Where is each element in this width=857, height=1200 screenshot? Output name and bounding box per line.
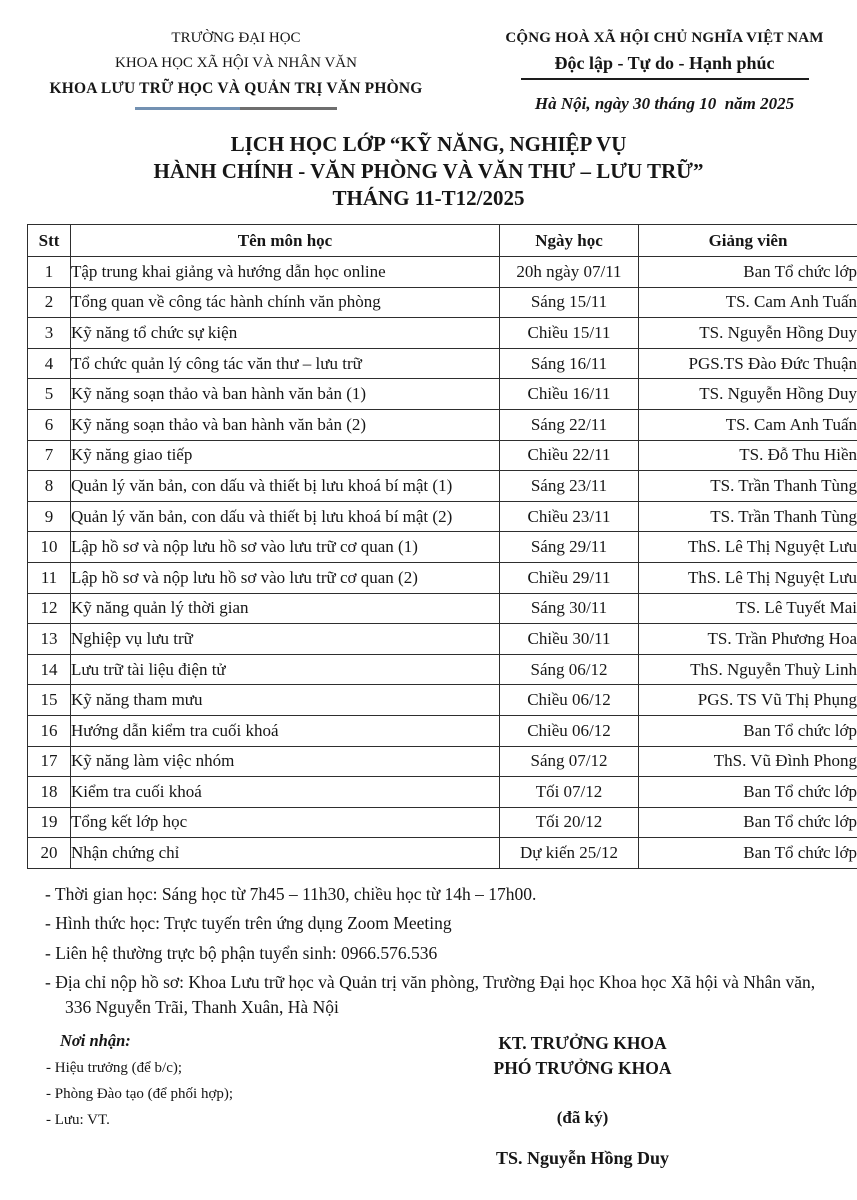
subject-name-cell: Kiểm tra cuối khoá: [71, 777, 500, 808]
subject-name-cell: Quản lý văn bản, con dấu và thiết bị lưu khoá bí mật (2): [71, 501, 500, 532]
lecturer-name-cell: Ban Tổ chức lớp: [639, 715, 857, 746]
table-row: [28, 838, 857, 869]
subject-name-cell: Tập trung khai giảng và hướng dẫn học online: [71, 257, 500, 288]
document-title: [0, 131, 857, 212]
subject-name-cell: Kỹ năng tổ chức sự kiện: [71, 318, 500, 349]
row-number-cell: 19: [28, 807, 71, 838]
row-number-cell: 17: [28, 746, 71, 777]
org-underline-decoration: [135, 107, 337, 110]
row-number-cell: 8: [28, 471, 71, 502]
document-header: [0, 26, 857, 114]
class-date-cell: Chiều 29/11: [500, 562, 639, 593]
table-row: [28, 562, 857, 593]
lecturer-name-cell: TS. Cam Anh Tuấn: [639, 409, 857, 440]
notes-section: [28, 882, 823, 1021]
title-line1: LỊCH HỌC LỚP “KỸ NĂNG, NGHIỆP VỤ: [230, 132, 627, 156]
recipients-block: [0, 1031, 368, 1169]
schedule-table-body: [28, 257, 857, 869]
subject-name-cell: Tổng kết lớp học: [71, 807, 500, 838]
row-number-cell: 9: [28, 501, 71, 532]
row-number-cell: 4: [28, 348, 71, 379]
org-name-line1: TRƯỜNG ĐẠI HỌC: [171, 30, 301, 46]
class-date-cell: Sáng 22/11: [500, 409, 639, 440]
schedule-table: [27, 224, 857, 869]
org-name-line2: KHOA HỌC XÃ HỘI VÀ NHÂN VĂN: [115, 55, 357, 71]
class-date-cell: 20h ngày 07/11: [500, 257, 639, 288]
lecturer-name-cell: ThS. Nguyễn Thuỳ Linh: [639, 654, 857, 685]
table-row: [28, 593, 857, 624]
table-row: [28, 471, 857, 502]
lecturer-name-cell: PGS. TS Vũ Thị Phụng: [639, 685, 857, 716]
table-row: [28, 379, 857, 410]
lecturer-name-cell: TS. Trần Phương Hoa: [639, 624, 857, 655]
row-number-cell: 20: [28, 838, 71, 869]
row-number-cell: 2: [28, 287, 71, 318]
row-number-cell: 16: [28, 715, 71, 746]
document-footer: [0, 1031, 857, 1169]
table-row: [28, 807, 857, 838]
class-date-cell: Sáng 16/11: [500, 348, 639, 379]
recipient-item: - Phòng Đào tạo (để phối hợp);: [46, 1086, 234, 1103]
subject-name-cell: Lập hồ sơ và nộp lưu hồ sơ vào lưu trữ cơ quan (1): [71, 532, 500, 563]
table-row: [28, 501, 857, 532]
note-item: - Liên hệ thường trực bộ phận tuyển sinh: 0966.576.536: [45, 942, 438, 963]
row-number-cell: 5: [28, 379, 71, 410]
row-number-cell: 18: [28, 777, 71, 808]
class-date-cell: Chiều 15/11: [500, 318, 639, 349]
subject-name-cell: Nghiệp vụ lưu trữ: [71, 624, 500, 655]
org-name-line3: KHOA LƯU TRỮ HỌC VÀ QUẢN TRỊ VĂN PHÒNG: [49, 80, 423, 97]
lecturer-name-cell: TS. Nguyễn Hồng Duy: [639, 318, 857, 349]
class-date-cell: Sáng 23/11: [500, 471, 639, 502]
header-cell-stt: Stt: [28, 225, 71, 257]
lecturer-name-cell: Ban Tổ chức lớp: [639, 777, 857, 808]
subject-name-cell: Quản lý văn bản, con dấu và thiết bị lưu khoá bí mật (1): [71, 471, 500, 502]
class-date-cell: Sáng 29/11: [500, 532, 639, 563]
schedule-table-head: [28, 225, 857, 257]
class-date-cell: Sáng 06/12: [500, 654, 639, 685]
class-date-cell: Sáng 15/11: [500, 287, 639, 318]
header-cell-date: Ngày học: [500, 225, 639, 257]
lecturer-name-cell: TS. Đỗ Thu Hiền: [639, 440, 857, 471]
table-row: [28, 777, 857, 808]
table-row: [28, 257, 857, 288]
recipients-list: [46, 1060, 368, 1129]
row-number-cell: 15: [28, 685, 71, 716]
recipient-item: - Hiệu trưởng (để b/c);: [46, 1060, 183, 1077]
table-row: [28, 409, 857, 440]
lecturer-name-cell: ThS. Lê Thị Nguyệt Lưu: [639, 562, 857, 593]
signature-block: [368, 1031, 857, 1169]
lecturer-name-cell: TS. Trần Thanh Tùng: [639, 501, 857, 532]
signer-name: TS. Nguyễn Hồng Duy: [495, 1148, 670, 1169]
place-date-line: Hà Nội, ngày 30 tháng 10 năm 2025: [534, 94, 795, 113]
row-number-cell: 6: [28, 409, 71, 440]
class-date-cell: Sáng 07/12: [500, 746, 639, 777]
row-number-cell: 3: [28, 318, 71, 349]
row-number-cell: 10: [28, 532, 71, 563]
signed-note: (đã ký): [556, 1108, 609, 1128]
row-number-cell: 1: [28, 257, 71, 288]
lecturer-name-cell: Ban Tổ chức lớp: [639, 807, 857, 838]
note-item: - Hình thức học: Trực tuyến trên ứng dụng Zoom Meeting: [45, 913, 452, 934]
subject-name-cell: Tổ chức quản lý công tác văn thư – lưu trữ: [71, 348, 500, 379]
subject-name-cell: Tổng quan về công tác hành chính văn phòng: [71, 287, 500, 318]
table-header-row: [28, 225, 857, 257]
lecturer-name-cell: Ban Tổ chức lớp: [639, 838, 857, 869]
class-date-cell: Chiều 23/11: [500, 501, 639, 532]
row-number-cell: 13: [28, 624, 71, 655]
class-date-cell: Chiều 22/11: [500, 440, 639, 471]
header-cell-subject: Tên môn học: [71, 225, 500, 257]
class-date-cell: Tối 07/12: [500, 777, 639, 808]
signer-title-line1: KT. TRƯỞNG KHOA: [498, 1033, 667, 1054]
subject-name-cell: Nhận chứng chỉ: [71, 838, 500, 869]
subject-name-cell: Kỹ năng giao tiếp: [71, 440, 500, 471]
class-date-cell: Sáng 30/11: [500, 593, 639, 624]
table-row: [28, 318, 857, 349]
title-line2: HÀNH CHÍNH - VĂN PHÒNG VÀ VĂN THƯ – LƯU TRỮ”: [153, 159, 704, 183]
lecturer-name-cell: PGS.TS Đào Đức Thuận: [639, 348, 857, 379]
subject-name-cell: Lập hồ sơ và nộp lưu hồ sơ vào lưu trữ cơ quan (2): [71, 562, 500, 593]
organization-block: [0, 26, 472, 114]
table-row: [28, 715, 857, 746]
table-row: [28, 624, 857, 655]
table-row: [28, 532, 857, 563]
table-row: [28, 654, 857, 685]
national-header-block: [472, 26, 857, 114]
class-date-cell: Chiều 06/12: [500, 715, 639, 746]
recipient-item: - Lưu: VT.: [46, 1112, 110, 1129]
table-row: [28, 440, 857, 471]
subject-name-cell: Lưu trữ tài liệu điện tử: [71, 654, 500, 685]
row-number-cell: 7: [28, 440, 71, 471]
subject-name-cell: Kỹ năng làm việc nhóm: [71, 746, 500, 777]
national-motto-line1: CỘNG HOÀ XÃ HỘI CHỦ NGHĨA VIỆT NAM: [505, 30, 824, 46]
subject-name-cell: Hướng dẫn kiểm tra cuối khoá: [71, 715, 500, 746]
lecturer-name-cell: TS. Cam Anh Tuấn: [639, 287, 857, 318]
subject-name-cell: Kỹ năng quản lý thời gian: [71, 593, 500, 624]
recipients-title: Nơi nhận:: [60, 1031, 131, 1051]
table-row: [28, 685, 857, 716]
table-row: [28, 348, 857, 379]
lecturer-name-cell: TS. Trần Thanh Tùng: [639, 471, 857, 502]
motto-underline-decoration: [521, 78, 809, 80]
signer-title-line2: PHÓ TRƯỞNG KHOA: [493, 1058, 672, 1079]
lecturer-name-cell: Ban Tổ chức lớp: [639, 257, 857, 288]
lecturer-name-cell: ThS. Vũ Đình Phong: [639, 746, 857, 777]
class-date-cell: Tối 20/12: [500, 807, 639, 838]
lecturer-name-cell: TS. Nguyễn Hồng Duy: [639, 379, 857, 410]
subject-name-cell: Kỹ năng tham mưu: [71, 685, 500, 716]
row-number-cell: 11: [28, 562, 71, 593]
class-date-cell: Dự kiến 25/12: [500, 838, 639, 869]
subject-name-cell: Kỹ năng soạn thảo và ban hành văn bản (2): [71, 409, 500, 440]
row-number-cell: 14: [28, 654, 71, 685]
class-date-cell: Chiều 06/12: [500, 685, 639, 716]
lecturer-name-cell: TS. Lê Tuyết Mai: [639, 593, 857, 624]
header-cell-lecturer: Giảng viên: [639, 225, 857, 257]
row-number-cell: 12: [28, 593, 71, 624]
title-line3: THÁNG 11-T12/2025: [332, 186, 525, 210]
note-item: - Thời gian học: Sáng học từ 7h45 – 11h30, chiều học từ 14h – 17h00.: [45, 883, 537, 904]
table-row: [28, 287, 857, 318]
lecturer-name-cell: ThS. Lê Thị Nguyệt Lưu: [639, 532, 857, 563]
class-date-cell: Chiều 30/11: [500, 624, 639, 655]
national-motto-line2: Độc lập - Tự do - Hạnh phúc: [554, 53, 775, 73]
class-date-cell: Chiều 16/11: [500, 379, 639, 410]
subject-name-cell: Kỹ năng soạn thảo và ban hành văn bản (1): [71, 379, 500, 410]
table-row: [28, 746, 857, 777]
note-item: - Địa chỉ nộp hồ sơ: Khoa Lưu trữ học và Quản trị văn phòng, Trường Đại học Khoa học Xã hội và Nhân văn, 336 Nguyễn Trãi, Thanh Xuân, Hà Nội: [45, 972, 816, 1018]
